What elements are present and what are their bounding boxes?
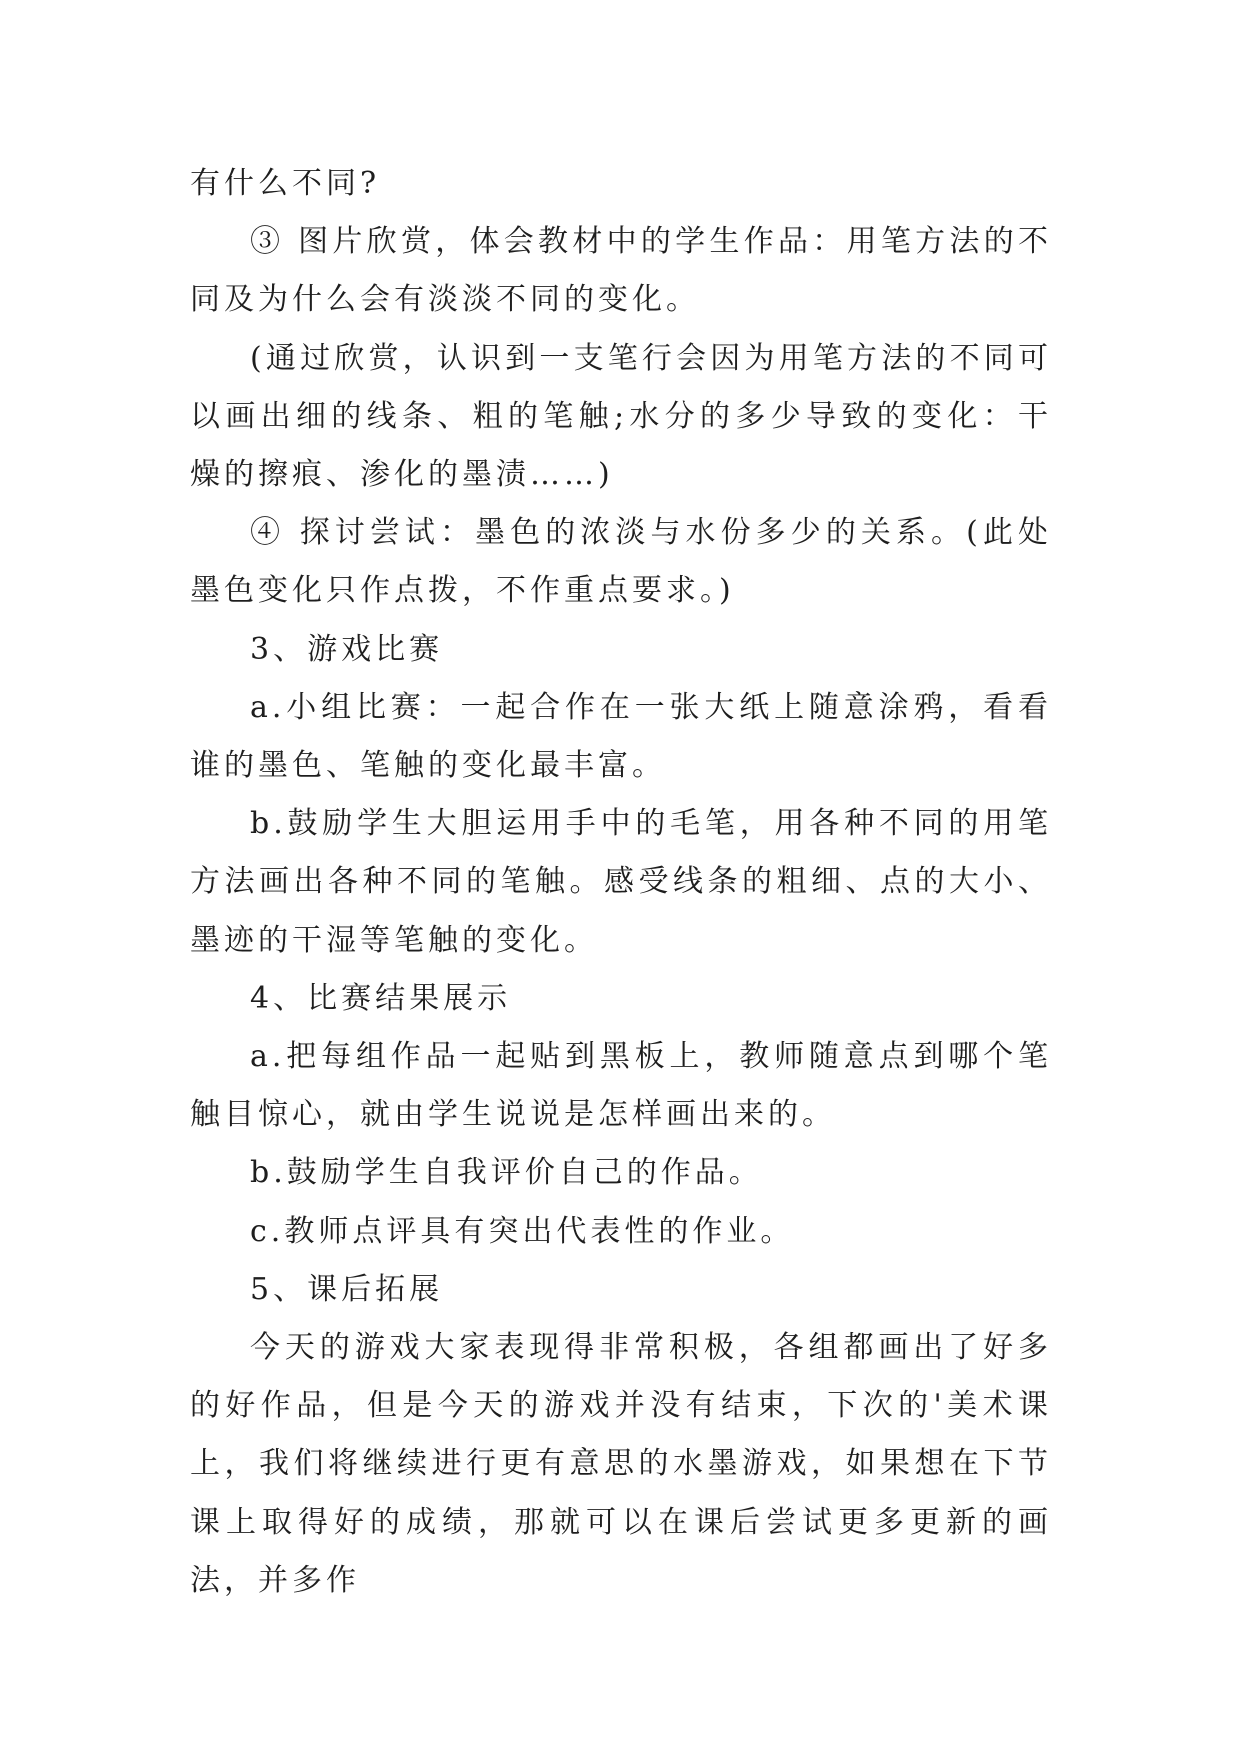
section-heading-extension: 5、课后拓展 xyxy=(250,1271,444,1307)
paragraph-display-works: a.把每组作品一起贴到黑板上，教师随意点到哪个笔触目惊心，就由学生说说是怎样画出来的。 xyxy=(190,1039,1052,1133)
paragraph-teacher-review: c.教师点评具有突出代表性的作业。 xyxy=(250,1213,795,1249)
paragraph-picture-appreciation: ③ 图片欣赏，体会教材中的学生作品：用笔方法的不同及为什么会有淡淡不同的变化。 xyxy=(190,224,1052,318)
paragraph-explore-ink: ④ 探讨尝试：墨色的浓淡与水份多少的关系。(此处墨色变化只作点拨，不作重点要求。) xyxy=(190,515,1052,609)
paragraph-continuation: 有什么不同? xyxy=(190,166,381,201)
document-body xyxy=(190,155,1052,1610)
paragraph-appreciation-note: (通过欣赏，认识到一支笔行会因为用笔方法的不同可以画出细的线条、粗的笔触;水分的多少导致的变化：干燥的擦痕、渗化的墨渍……) xyxy=(190,340,1052,493)
paragraph-group-contest: a.小组比赛：一起合作在一张大纸上随意涂鸦，看看谁的墨色、笔触的变化最丰富。 xyxy=(190,689,1052,784)
paragraph-self-evaluation: b.鼓励学生自我评价自己的作品。 xyxy=(250,1155,763,1191)
section-heading-game: 3、游戏比赛 xyxy=(250,631,444,667)
section-heading-results: 4、比赛结果展示 xyxy=(250,980,512,1016)
paragraph-closing: 今天的游戏大家表现得非常积极，各组都画出了好多的好作品，但是今天的游戏并没有结束，下次的'美术课上，我们将继续进行更有意思的水墨游戏，如果想在下节课上取得好的成绩，那就可以在课后尝试更多更新的画法，并多作 xyxy=(190,1330,1052,1598)
paragraph-encourage-brush: b.鼓励学生大胆运用手中的毛笔，用各种不同的用笔方法画出各种不同的笔触。感受线条的粗细、点的大小、墨迹的干湿等笔触的变化。 xyxy=(190,806,1052,958)
